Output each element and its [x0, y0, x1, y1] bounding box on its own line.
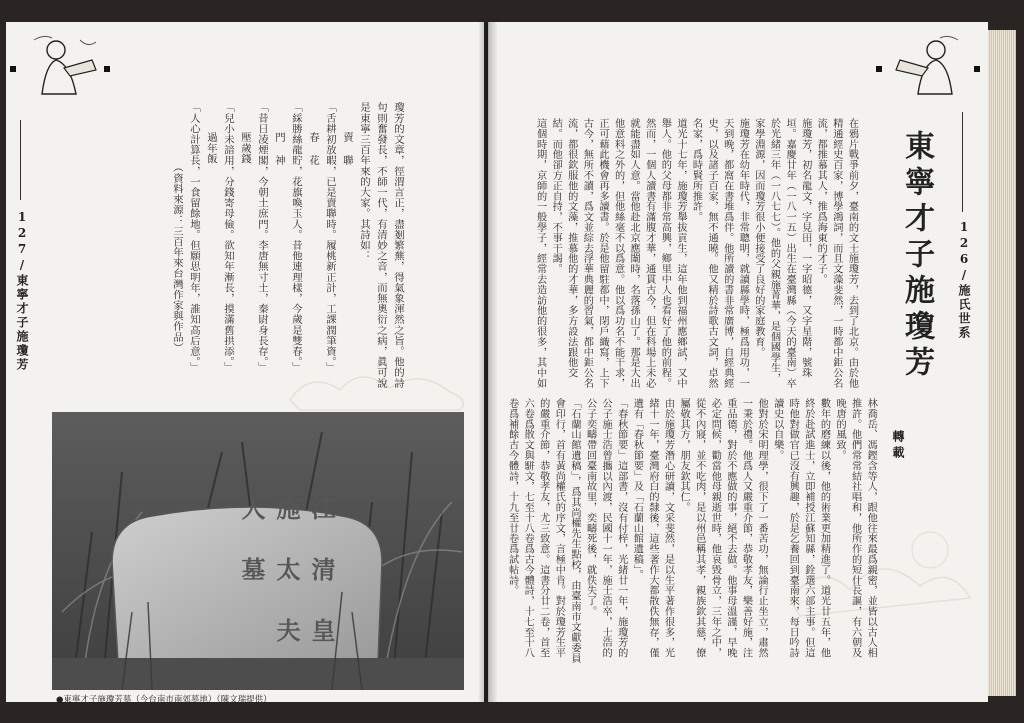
corner-square	[876, 66, 882, 72]
paragraph: 然而，一個人讀書有滿腹才華，通貫古今，但在科場上未必就能盡如人意。當他赴北京應闈時，名落孫山了。那是大出他意料之外的，但他絲毫不以爲意。他以爲功名不能干求，正可藉此機會再多讀書。於是他留駐都中，閉戶織寫，上下古今，無所不讀，爲文並綜去浮華典麗的習氣，都中鉅公名流，都很欽服他的文藻，推慕他的才華，多方設法跟他交結。而他卻方正自持，不事干謁。	[550, 118, 655, 389]
paragraph: 施瓊芳，初名龍文，字見田，一字昭德，又字星階，號珠垣。嘉慶廿年（一八一五）出生在臺灣縣（今天的臺南）卒於光緒三年（一八七七）。他的父親施菁華，是個國學生，家學淵源，因而瓊芳很小便接受了良好的家庭教育。	[752, 118, 811, 389]
corner-square	[10, 66, 16, 72]
scholar-illustration-right	[892, 30, 964, 98]
poem-text: 「舌耕初放暇，已是賣聯時。履桃新正計，工課潤筆資。」	[324, 102, 336, 373]
author-note: 轉載	[891, 430, 905, 462]
book-gutter	[478, 22, 498, 702]
right-body-upper	[532, 118, 859, 390]
left-body	[168, 102, 406, 394]
paragraph: 林喬岳、馮鏗含等人，跟他往來最爲親密，並皆以古人相推許。他們常常結社唱和，他所作的短什長謳，有六朝及晚唐的風致。	[834, 398, 877, 658]
running-head-right: 126/施氏世系	[957, 220, 971, 340]
poem-title: 門 神	[273, 132, 285, 166]
poem-title: 過年飯	[205, 132, 217, 164]
source-note: （資料來源：三百年來台灣作家與作品）	[171, 162, 183, 353]
photo-caption: ●東寧才子施瓊芳墓（今台南市南郊墓地）（陳文瑞提供）	[56, 695, 272, 705]
poem-title: 春 花	[307, 132, 319, 166]
corner-square	[104, 66, 110, 72]
paragraph: 在鴉片戰爭前夕，臺南的文士施瓊芳，去到了北京。由於他精通經史百家，博學鴻詞，而且文藻斐然，一時都中鉅公名流，都推慕其人，推爲海東的才子。	[815, 118, 858, 389]
paragraph: 數年的磨練以後，他的術業更加精進了。道光廿五年，他終於赴試進士，立即補授江蘇知縣，銓選六部主事。但這時他對做官已沒有興趣，於是乞養回到臺南來，每日吟詩讀史以自樂。	[771, 398, 830, 658]
paragraph: 這個時期，京師的一般學子，經常去造訪他的很多，其中如	[534, 118, 546, 389]
tomb-photograph	[52, 412, 464, 690]
corner-square	[974, 66, 980, 72]
poem-title: 賣 聯	[341, 132, 353, 166]
paragraph: 道光十七年，施瓊芳舉拔貢生，這年他到福州應鄉試，又中舉人。他的父母都非常高興，鄉里中人也看好了他的前程。	[659, 118, 686, 389]
right-body-lower	[504, 398, 878, 668]
poem-text: 「昔日凌煙閣，今朝土庶門。李唐無寸土，秦尉身長存。」	[256, 102, 268, 373]
paragraph: 由於施瓊芳潛心研讀，文采斐然，是以生平著作很多，光緒十一年，臺灣府白的隸後，這些著作大都散佚無存，僅遺有「春秋節要」及「石蘭山館遺稿」。	[631, 398, 674, 658]
paragraph: 「石蘭山館遺稿」，爲其尚權先生點校，由臺南市文獻委員會印行，首有黃尚權氏的序文，言極中肯。對於瓊芳生平的嚴重介節，恭敬孝友，尤三致意。這書分廿二卷，首至六卷爲散文與駢文，七至十八卷爲古今體詩，十七至十八卷爲補餘古今體詩，十九至廿卷爲試帖詩。	[506, 398, 580, 664]
running-head-left: 127/東寧才子施瓊芳	[15, 210, 29, 372]
poem-text: 「綵勝絲龍貯，花旗喚玉人。昔他連理樣，今歲是雙春。」	[290, 102, 302, 373]
running-rule-right	[962, 112, 963, 212]
poem-text: 「人心計算長，一食留餘地。但願思明年，誰知高后意。」	[188, 102, 200, 373]
scholar-illustration-left	[30, 30, 102, 98]
poem-title: 壓歲錢	[239, 132, 251, 164]
intro-paragraph: 瓊芳的文章，徑渭言正，盡剗繁蕪，得氣象渾然之旨。他的詩句則奮發長，不師一代，有清妙之音，而無奧衍之病，眞可說是東寧三百年來的大家。其詩如：	[358, 102, 404, 389]
poem-text: 「兒小未諳用，分錢寄母儉。欲知年漸長，摸滿舊拱添。」	[222, 102, 234, 373]
page-edges	[988, 30, 1016, 696]
running-rule-left	[20, 120, 21, 200]
paragraph: 他對於宋明理學，很下了一番苦功，無論行止坐立，肅然一秉於禮。他爲人又嚴重介節，恭敬孝友，樂善好施，注重品德，對於不應做的事，絕不去做。他事母溫謹，早晚必定問候，勸當他母親逝世時，他哀毀骨立，三年之中，從不內寢，並不吃肉，是以州邑稱其孝，親族欽其慈，僚屬敬其方，朋友欽其仁。	[678, 398, 768, 658]
article-title: 東寧才子施瓊芳	[899, 130, 934, 382]
tomb-inscription: 江 清 皇 施 太 夫 人 墓	[237, 496, 336, 646]
paragraph: 「春秋節要」這部書，沒有付梓，光緒廿一年，施瓊芳的公子施士浩曾攜以內渡，民國十一年，施士浩卒，士浩的公子奕疇帶回臺南故里，奕疇死後，就佚失了。	[584, 398, 627, 658]
paragraph: 施瓊芳在幼年時代，非常聰明，就讀縣學時，極爲用功，一天到晚，都窩在書堆爲伴。他所讀的書非常廣博，自經典經史，以及諸子百家，無不通曉。他又精於詩歌古文詞，卓然名家，爲時賢所推許。	[690, 118, 749, 389]
